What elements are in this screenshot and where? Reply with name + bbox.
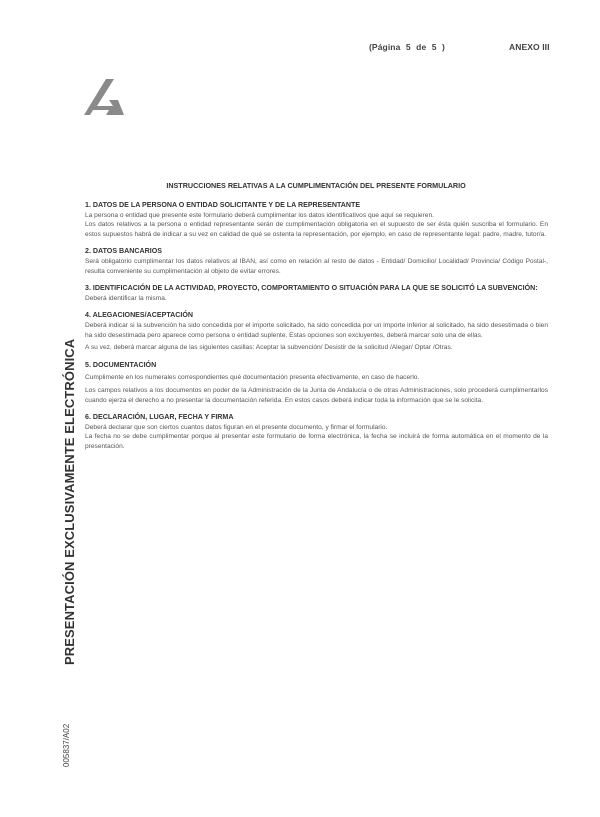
section-paragraph: A su vez, deberá marcar alguna de las siguientes casillas: Aceptar la subvención/ Desistir de la solicitud /Alegar/ Optar /Otras. [85,344,453,352]
section-declaration-signature [85,413,548,451]
section-bank-data [85,247,548,276]
annex-label: ANEXO III [509,42,550,52]
section-title: 6. DECLARACIÓN, LUGAR, FECHA Y FIRMA [85,413,234,422]
section-title: 5. DOCUMENTACIÓN [85,360,157,369]
section-paragraph: Será obligatorio cumplimentar los datos relativos al IBAN, así como en relación al resto de datos - Entidad/ Domicilio/ Localidad/ Provincia/ Código Postal-, resulta conveniente su cumplimentación al objeto de evitar errores. [85,257,548,275]
section-allegations-acceptance [85,311,548,352]
section-paragraph: Deberá declarar que son ciertos cuantos datos figuran en el presente documento, y firmar el formulario. [85,423,388,431]
section-title: 1. DATOS DE LA PERSONA O ENTIDAD SOLICITANTE Y DE LA REPRESENTANTE [85,201,361,209]
form-code: 005837/A02 [62,723,71,767]
document-title: INSTRUCCIONES RELATIVAS A LA CUMPLIMENTACIÓN DEL PRESENTE FORMULARIO [166,181,466,190]
section-paragraph: La persona o entidad que presente este formulario deberá cumplimentar los datos identificativos que aquí se requieren. [85,211,434,219]
section-documentation [85,361,548,405]
junta-andalucia-logo-icon [84,79,124,115]
section-paragraph: Deberá indicar si la subvención ha sido concedida por el importe solicitado, ha sido concedida por un importe inferior al solicitado, ha sido desestimada o bien ha sido desestimada pero aparece como persona o entidad suplente. Estas opciones son excluyentes, deberá marcar solo una de ellas. [85,321,548,339]
section-paragraph: Los campos relativos a los documentos en poder de la Administración de la Junta de Andalucía o de otras Administraciones, solo procederá cumplimentarlos cuando ejerza el derecho a no presentar la documentación referida. En estos casos deberá indicar toda la información que se le solicita. [85,386,548,404]
section-applicant-data [85,201,548,239]
electronic-submission-banner: PRESENTACIÓN EXCLUSIVAMENTE ELECTRÓNICA [62,338,77,665]
section-title: 3. IDENTIFICACIÓN DE LA ACTIVIDAD, PROYECTO, COMPORTAMIENTO O SITUACIÓN PARA LA QUE SE SOLICITÓ LA SUBVENCIÓN: [85,284,538,293]
instructions-body [85,201,548,459]
section-paragraph: Cumplimente en los numerales correspondientes qué documentación presenta efectivamente, en caso de hacerlo. [85,374,420,382]
section-activity-identification [85,284,548,303]
section-title: 4. ALEGACIONES/ACEPTACIÓN [85,311,193,320]
page-indicator: (Página 5 de 5 ) [369,42,445,52]
section-paragraph: Los datos relativos a la persona o entidad representante serán de cumplimentación obligatoria en el supuesto de ser ésta quién suscriba el formulario. En estos supuestos habrá de indicar a su vez en calidad de qué se ostenta la representación, por ejemplo, en caso de representante legal: padre, madre, tutor/a. [85,221,548,238]
section-title: 2. DATOS BANCARIOS [85,247,162,256]
section-paragraph: La fecha no se debe cumplimentar porque al presentar este formulario de forma electrónica, la fecha se incluirá de forma automática en el momento de la presentación. [85,433,548,450]
section-paragraph: Deberá identificar la misma. [85,294,167,302]
